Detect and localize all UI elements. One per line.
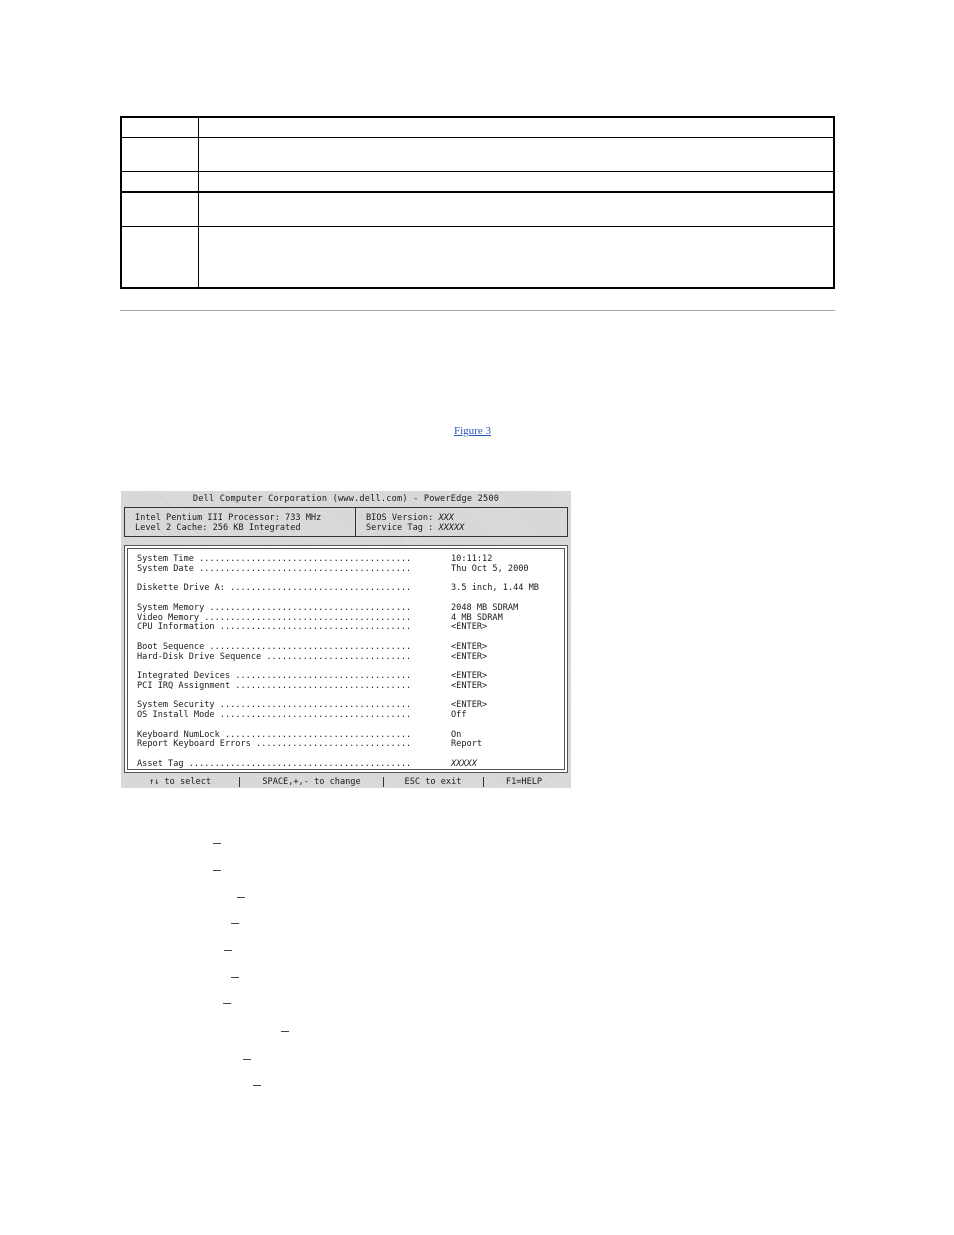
- setting-row[interactable]: [137, 565, 557, 575]
- dash-mark: [281, 1031, 289, 1032]
- bios-title: Dell Computer Corporation (www.dell.com) - PowerEdge 2500: [192, 494, 500, 504]
- system-info-box: [124, 507, 568, 537]
- setting-value: <ENTER>: [451, 700, 488, 711]
- table-cell: [121, 192, 199, 227]
- setting-value: 3.5 inch, 1.44 MB: [451, 583, 539, 594]
- setting-value: XXXXX: [451, 758, 477, 769]
- setting-row[interactable]: [137, 711, 557, 721]
- setting-row[interactable]: [137, 623, 557, 633]
- setting-value: Off: [451, 710, 467, 720]
- setting-value: 4 MB SDRAM: [451, 612, 503, 623]
- status-exit: ESC to exit: [404, 777, 462, 787]
- bios-version-value: XXX: [438, 513, 454, 523]
- setting-label: CPU Information .....................................: [137, 622, 412, 633]
- status-help: F1=HELP: [505, 777, 543, 787]
- setting-value: <ENTER>: [451, 622, 488, 633]
- dash-mark: [253, 1085, 261, 1086]
- status-select: ↑↓ to select: [148, 777, 212, 787]
- setting-label: OS Install Mode .....................................: [137, 710, 412, 720]
- setting-label: System Date .........................................: [137, 563, 412, 574]
- version-info: [366, 513, 464, 533]
- setting-value: Thu Oct 5, 2000: [451, 563, 529, 574]
- setting-value: Report: [451, 739, 483, 750]
- table-cell: [199, 117, 835, 138]
- setting-label: Keyboard NumLock ....................................: [137, 729, 412, 740]
- setting-row[interactable]: [137, 682, 557, 692]
- processor-text: Intel Pentium III Processor: 733 MHz: [135, 513, 322, 523]
- bios-version-label: BIOS Version:: [366, 513, 439, 523]
- setting-row[interactable]: [137, 740, 557, 750]
- settings-panel-inner: [127, 548, 565, 770]
- setting-label: System Time .........................................: [137, 554, 412, 564]
- info-divider: [355, 508, 356, 536]
- settings-list: [137, 555, 557, 770]
- status-bar: [121, 776, 571, 788]
- setting-label: System Security .....................................: [137, 700, 412, 711]
- dash-mark: [243, 1059, 251, 1060]
- table-cell: [199, 227, 835, 289]
- setting-value: 10:11:12: [451, 554, 493, 564]
- table-cell: [199, 172, 835, 193]
- settings-panel: [124, 545, 568, 773]
- setting-row[interactable]: [137, 760, 557, 770]
- dash-mark: [231, 977, 239, 978]
- table-cell: [121, 172, 199, 193]
- dash-mark: [223, 1003, 231, 1004]
- setting-label: Boot Sequence .......................................: [137, 641, 412, 652]
- table-cell: [121, 227, 199, 289]
- setting-value: 2048 MB SDRAM: [451, 602, 519, 613]
- bios-setup-screen: [121, 491, 571, 788]
- dash-mark: [231, 923, 239, 924]
- section-divider: [120, 310, 835, 311]
- setting-row[interactable]: [137, 653, 557, 663]
- cpu-info: [135, 513, 321, 533]
- cache-text: Level 2 Cache: 256 KB Integrated: [135, 523, 301, 533]
- setting-label: System Memory .......................................: [137, 602, 412, 613]
- service-tag-label: Service Tag :: [366, 523, 439, 533]
- table-cell: [199, 138, 835, 172]
- setting-label: Report Keyboard Errors ..............................: [137, 739, 412, 750]
- setting-label: PCI IRQ Assignment ..................................: [137, 680, 412, 691]
- setting-row[interactable]: [137, 584, 557, 594]
- table-cell: [121, 138, 199, 172]
- dash-mark: [237, 897, 245, 898]
- setting-label: Diskette Drive A: ...................................: [137, 583, 412, 594]
- setting-label: Asset Tag ...........................................: [137, 758, 412, 769]
- info-table: [120, 116, 835, 289]
- status-change: SPACE,+,- to change: [262, 777, 361, 787]
- setting-value: <ENTER>: [451, 651, 488, 662]
- setting-label: Hard-Disk Drive Sequence ............................: [137, 651, 412, 662]
- setting-label: Video Memory ........................................: [137, 612, 412, 623]
- setting-label: Integrated Devices ..................................: [137, 671, 412, 681]
- setting-value: On: [451, 729, 462, 740]
- figure-link[interactable]: Figure 3: [454, 425, 491, 437]
- dash-mark: [213, 870, 221, 871]
- setting-value: <ENTER>: [451, 641, 488, 652]
- setting-value: <ENTER>: [451, 680, 488, 691]
- service-tag-value: XXXXX: [438, 523, 465, 533]
- table-cell: [199, 192, 835, 227]
- dash-mark: [224, 950, 232, 951]
- table-cell: [121, 117, 199, 138]
- setting-value: <ENTER>: [451, 671, 488, 681]
- dash-mark: [213, 843, 221, 844]
